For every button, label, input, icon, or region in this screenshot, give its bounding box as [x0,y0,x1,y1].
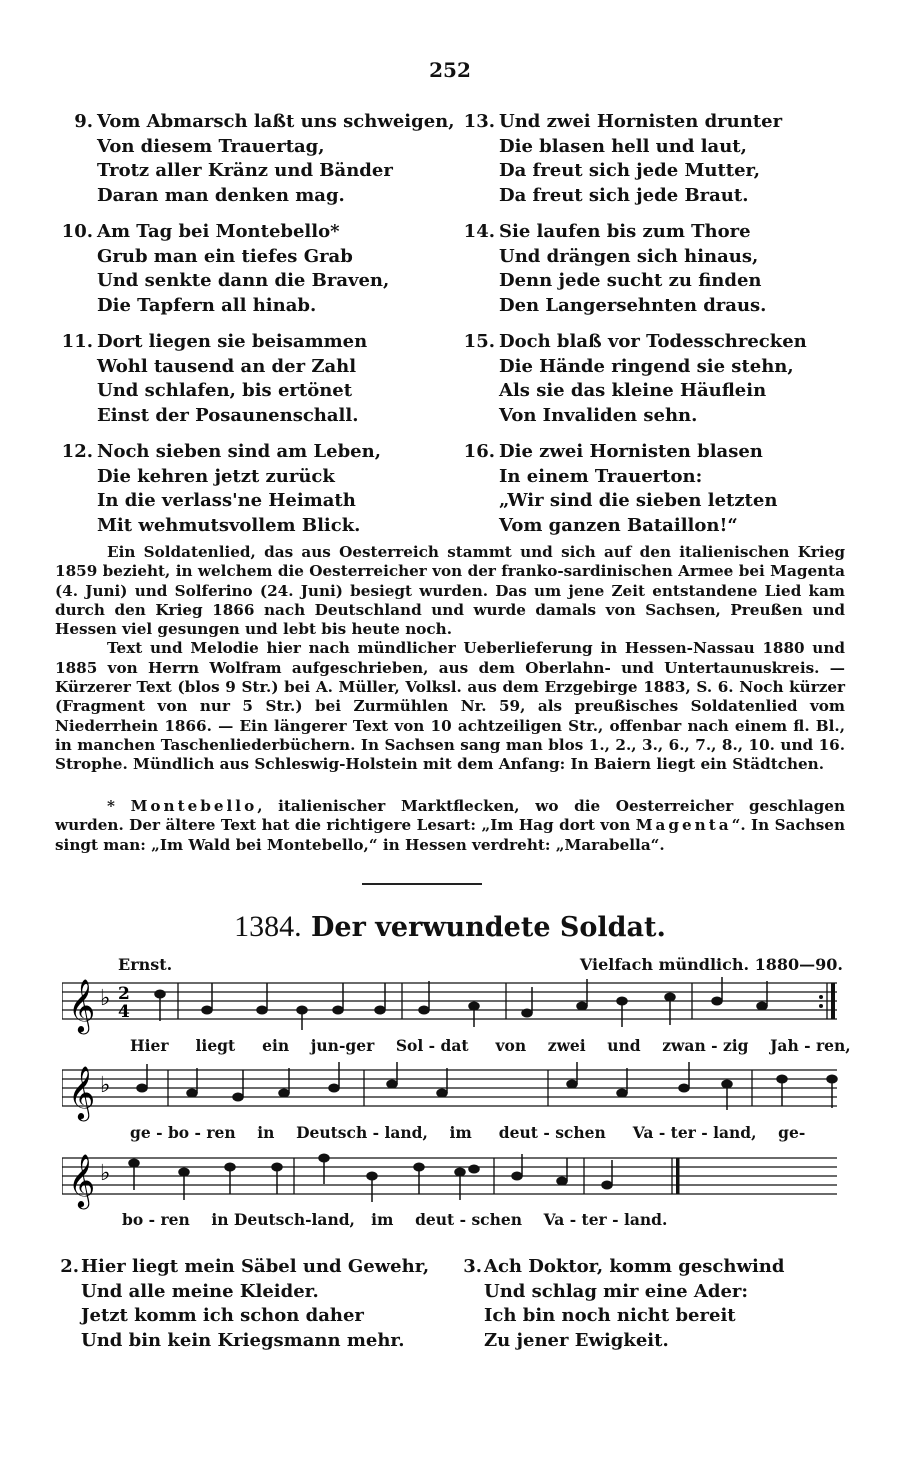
verse-3 [458,1255,848,1365]
lyric-syllable: im [449,1123,472,1142]
lyric-syllable: Sol [395,1036,424,1055]
verse-14 [457,220,857,318]
verse-line: Die Hände ringend sie stehn, [499,355,794,377]
footnote [55,797,845,855]
verse-line: Ich bin noch nicht bereit [484,1305,736,1326]
lyric-hyphen: - [612,1210,619,1229]
flat-icon: ♭ [100,1073,111,1098]
song-source: Vielfach mündlich. 1880—90. [579,955,843,974]
lyric-syllable: in [257,1123,275,1142]
verse-line: Und schlag mir eine Ader: [484,1280,749,1302]
lyric-hyphen: - [658,1123,666,1142]
lyric-syllable: land, [384,1123,428,1142]
commentary [55,543,845,775]
lyric-syllable: schen [555,1123,606,1142]
verse-10 [55,220,445,318]
verse-line: Zu jener Ewigkeit. [484,1329,669,1351]
lyric-syllable: bo [122,1210,144,1229]
verse-line: Von diesem Trauertag, [97,135,325,157]
verse-line: Dort liegen sie beisammen [97,331,368,352]
lyric-syllable: jun-ger [310,1036,375,1055]
verse-line: Vom ganzen Bataillon!“ [499,514,738,536]
verse-number: 10. [61,221,93,242]
lyric-syllable: schen [471,1210,523,1229]
lyric-syllable: ren, [816,1036,851,1055]
verse-number: 15. [463,331,495,352]
music-staff-3 [62,1150,842,1210]
verse-line: „Wir sind die sieben letzten [499,490,778,511]
music-staff-2 [62,1062,842,1122]
lyric-syllable: im [371,1210,394,1229]
lyric-syllable: ein [262,1036,290,1055]
commentary-paragraph: Text und Melodie hier nach mündlicher Ueberlieferung in Hessen-Nassau 1880 und 1885 von Herrn Wolfram aufgeschrieben, aus dem Oberlahn- und Untertaunuskreis. — Kürzerer Text (blos 9 Str.) bei A. Müller, Volksl. aus dem Erzgebirge 1883, S. 6. Noch kürzer (Fragment von nur 5 Str.) bei Zurmühlen Nr. 59, als preußisches Soldatenlied vom Niederrhein 1866. — Ein längerer Text von 10 achtzeiligen Str., offenbar nach einem fl. Bl., in manchen Taschenliederbüchern. In Sachsen sang man blos 1., 2., 3., 6., 7., 8., 10. und 16. Strophe. Mündlich aus Schleswig-Holstein mit dem Anfang: In Baiern liegt ein Städtchen. [55,639,845,774]
notes [155,977,767,1030]
lyric-syllable: liegt [195,1036,236,1055]
verses-right-column [457,110,857,550]
lyric-syllable: und [607,1036,641,1055]
final-barline [831,983,835,1019]
verse-line: Und senkte dann die Braven, [97,270,390,291]
lyric-syllable: Hier [130,1036,169,1055]
verse-line: Und drängen sich hinaus, [499,245,759,267]
verse-line: Als sie das kleine Häuflein [499,380,767,401]
notes [129,1154,612,1202]
lyrics-line-3 [122,1210,667,1229]
notes [137,1062,837,1110]
lyric-syllable: ter [581,1210,607,1229]
song-heading [0,910,900,944]
music-staff-1 [62,975,842,1035]
lyric-syllable: deut [498,1123,538,1142]
staff-svg [62,1062,842,1122]
footnote-term: Montebello [130,797,258,815]
treble-clef-icon: 𝄞 [68,978,96,1032]
verse-line: Und bin kein Kriegsmann mehr. [81,1329,405,1351]
verse-line: Trotz aller Kränz und Bänder [97,160,393,181]
lyric-syllable: Deutsch-land, [233,1210,355,1229]
footnote-text: , italienischer Marktflecken, wo die Oesterreicher geschlagen wurden. Der ältere Text hat die richtigere Lesart: „Im Hag dort von [55,797,845,835]
repeat-dot [819,1004,823,1008]
footnote-paragraph [55,797,845,855]
verse-line: Die Tapfern all hinab. [97,294,317,316]
lyric-hyphen: - [156,1123,163,1142]
lyric-syllable: in [211,1210,229,1229]
lyric-syllable: land. [623,1210,668,1229]
lyric-syllable: ren [160,1210,190,1229]
verse-number: 2. [60,1256,79,1277]
verse-line: Und schlafen, bis ertönet [97,380,353,401]
lyric-hyphen: - [804,1036,811,1055]
verse-12 [55,440,445,538]
time-sig-bottom: 4 [118,1002,130,1022]
verse-line: Und alle meine Kleider. [81,1280,319,1302]
verse-line: Den Langersehnten draus. [499,294,767,316]
lyric-syllable: ren [206,1123,236,1142]
lyric-syllable: ge- [778,1123,806,1142]
song-title: Der verwundete Soldat. [310,912,666,943]
lyric-syllable: Deutsch [296,1123,368,1142]
lyric-hyphen: - [569,1210,577,1229]
lyrics-line-1 [130,1036,851,1055]
lyric-hyphen: - [372,1123,380,1142]
verse-9 [55,110,455,208]
verse-line: In einem Trauerton: [499,465,703,487]
page-number: 252 [429,58,471,82]
lyric-hyphen: - [194,1123,201,1142]
verse-line: Jetzt komm ich schon daher [81,1305,364,1326]
verse-line: Grub man ein tiefes Grab [97,245,353,267]
section-divider [362,883,482,885]
tempo-marking: Ernst. [118,955,173,974]
verse-line: Hier liegt mein Säbel und Gewehr, [81,1256,430,1277]
verse-line: Noch sieben sind am Leben, [97,441,381,462]
verse-number: 3. [463,1256,482,1277]
verse-2 [55,1255,445,1365]
lyric-hyphen: - [428,1036,436,1055]
treble-clef-icon: 𝄞 [68,1065,96,1119]
verse-number: 11. [61,331,93,352]
lyric-syllable: bo [167,1123,190,1142]
lyric-syllable: von [495,1036,527,1055]
verse-line: Doch blaß vor Todesschrecken [499,331,807,352]
verse-line: Die kehren jetzt zurück [97,465,335,487]
verse-line: Daran man denken mag. [97,184,345,206]
verse-number: 12. [61,441,93,462]
verse-number: 13. [463,111,495,132]
lyric-hyphen: - [711,1036,718,1055]
verse-line: Ach Doktor, komm geschwind [484,1256,785,1277]
verse-line: Mit wehmutsvollem Blick. [97,514,361,536]
verse-15 [457,330,857,428]
lyric-syllable: ge [130,1123,151,1142]
repeat-dot [819,995,823,999]
verse-number: 16. [463,441,495,462]
verses-left-column [55,110,455,550]
verse-line: Da freut sich jede Braut. [499,184,749,206]
lyric-syllable: dat [440,1036,469,1055]
treble-clef-icon: 𝄞 [68,1153,96,1207]
lyric-syllable: deut [415,1210,455,1229]
footnote-marker: * [107,797,131,815]
verse-line: Am Tag bei Montebello* [97,221,340,242]
verse-line: Sie laufen bis zum Thore [499,221,751,242]
verse [458,1255,848,1353]
verse-line: Und zwei Hornisten drunter [499,111,783,132]
verse-line: Denn jede sucht zu finden [499,270,762,291]
lyric-syllable: land, [713,1123,757,1142]
flat-icon: ♭ [100,986,111,1011]
final-barline [676,1158,680,1194]
verse-number: 9. [74,111,93,132]
verse-line: In die verlass'ne Heimath [97,490,356,511]
verse-11 [55,330,445,428]
verse [55,1255,445,1353]
footnote-term-2: Magenta [635,816,732,835]
staff-svg [62,1150,842,1210]
lyric-syllable: zwan [662,1036,706,1055]
lyric-syllable: ter [670,1123,696,1142]
time-sig-top: 2 [118,984,130,1004]
lyrics-line-2 [130,1123,805,1142]
lyric-syllable: Va [543,1210,565,1229]
commentary-paragraph: Ein Soldatenlied, das aus Oesterreich stammt und sich auf den italienischen Krieg 1859 bezieht, in welchem die Oesterreicher von der franko-sardinischen Armee bei Magenta (4. Juni) und Solferino (24. Juni) besiegt wurden. Das um jene Zeit entstandene Lied kam durch den Krieg 1866 nach Deutschland und wurde damals von Sachsen, Preußen und Hessen viel gesungen und lebt bis heute noch. [55,543,845,639]
verse-line: Wohl tausend an der Zahl [97,355,357,377]
verse-16 [457,440,857,538]
footnote-text-2: “. In Sachsen singt man: „Im Wald bei Montebello,“ in Hessen verdreht: „Marabella“. [55,816,845,854]
verse-line: Von Invaliden sehn. [499,404,698,426]
lyric-hyphen: - [543,1123,550,1142]
staff-svg [62,975,842,1035]
lyric-hyphen: - [701,1123,708,1142]
flat-icon: ♭ [100,1161,111,1186]
lyric-syllable: Va [632,1123,654,1142]
verse-line: Da freut sich jede Mutter, [499,160,760,181]
lyric-syllable: zig [722,1036,749,1055]
verse-13 [457,110,857,208]
verse-line: Die blasen hell und laut, [499,135,747,157]
verse-line: Die zwei Hornisten blasen [499,441,763,462]
lyric-hyphen: - [459,1210,467,1229]
verse-line: Einst der Posaunenschall. [97,404,359,426]
verse-line: Vom Abmarsch laßt uns schweigen, [97,111,455,132]
verse-number: 14. [463,221,495,242]
lyric-syllable: zwei [547,1036,586,1055]
song-number: 1384. [234,910,302,943]
lyric-syllable: Jah [770,1036,799,1055]
lyric-hyphen: - [148,1210,156,1229]
